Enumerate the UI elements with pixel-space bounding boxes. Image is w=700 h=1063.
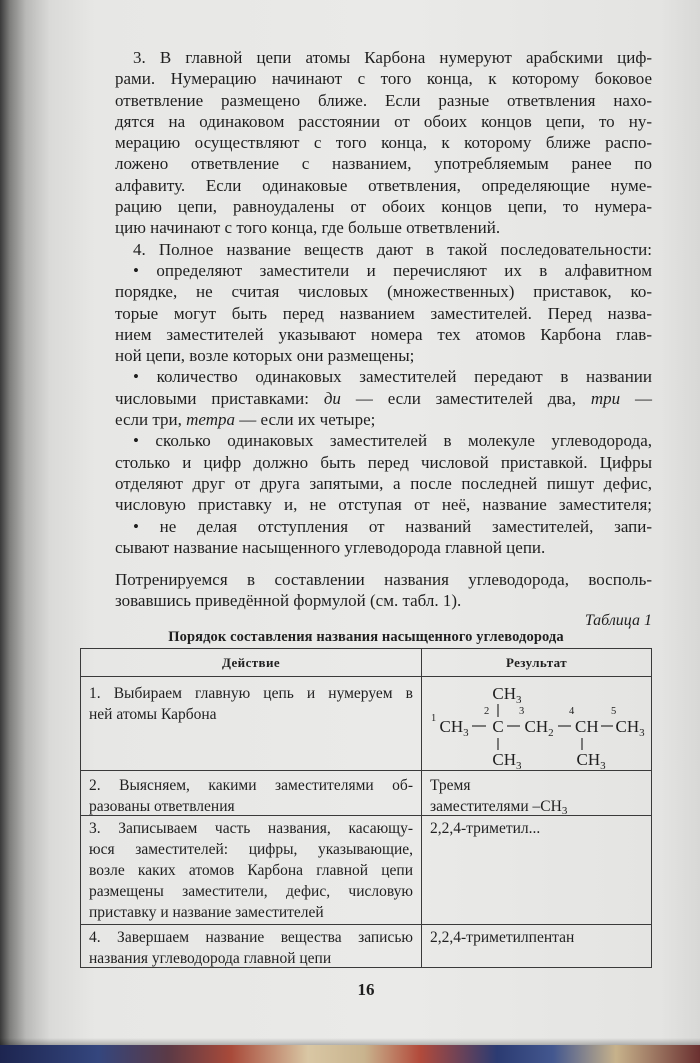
cell-line: 2. Выясняем, какими заместителями об- [89,777,413,794]
cell-line: юся заместителей: цифры, указывающие, [89,841,413,858]
row-4-action [81,925,422,968]
practice-paragraph [115,569,652,612]
row-3-action [81,816,422,925]
cell-line: названия углеводорода главной цепи [89,950,332,967]
text-line: ложено ответвление с названием, употребляемым ранее по [115,154,652,174]
text-line: нием заместителей указывают номера тех атомов Карбона глав- [115,324,652,344]
bullet-line: • не делая отступления от названий заместителей, запи- [133,516,652,536]
chain-atom-1 [440,717,470,739]
text-line: рами. Нумерацию начинают с того конца, к которому боковое [115,69,652,89]
cell-line: 4. Завершаем название вещества записью [89,929,413,946]
cell-line: 2,2,4-триметилпентан [430,929,575,946]
text-line: 4. Полное название веществ дают в такой последовательности: [133,239,652,259]
row-4-result [422,925,652,968]
chain-atom-4 [575,717,599,736]
atom-label: CH [575,717,599,736]
cell-line: размещены заместители, дефис, числовую [89,883,413,900]
text-line: дятся на одинаковом расстоянии от обоих концов цепи, то ну- [115,111,652,131]
atom-label: CH [492,684,517,703]
text-segment: — [620,388,653,408]
row-2-result [422,771,652,816]
chain-atom-3 [525,717,554,739]
text-line: отделяют друг от друга запятыми, а после последней пишут дефис, [115,473,652,493]
locant-4: 4 [569,706,575,717]
subscript: 3 [561,805,568,816]
cell-line [430,796,643,816]
text-line [115,409,652,430]
bullet-line: • сколько одинаковых заместителей в молекуле углеводорода, [133,431,652,451]
atom-label: CH [576,750,601,769]
header-result: Результат [422,649,652,677]
row-1-result [422,677,652,771]
italic-prefix-tri: три [590,388,621,408]
table-title: Порядок составления названия насыщенного углеводорода [168,629,564,645]
atom-label: CH [492,750,517,769]
chain-atom-5 [616,717,646,739]
atom-subscript: 3 [639,727,645,739]
body-text [115,47,652,558]
cell-line: ней атомы Карбона [89,706,217,723]
text-line: алфавиту. Если одинаковые ответвления, определяющие нуме- [115,175,652,195]
structural-formula [422,677,652,771]
text-line: ной цепи, возле которых они размещены; [115,346,415,366]
text-segment: заместителями –CH [430,798,562,815]
chain-atom-2 [492,717,503,736]
cell-line: 3. Записываем часть названия, касающу- [89,820,413,837]
locant-2: 2 [484,706,490,717]
row-3-result [422,816,652,925]
naming-table [80,648,652,968]
locant-5: 5 [611,706,617,717]
text-line: числовую приставку и, не отступая от неё, название заместителя; [115,495,652,515]
locant-1: 1 [431,713,437,724]
italic-prefix-di: ди [323,388,341,408]
cell-line: приставку и название заместителей [89,904,324,921]
atom-label: CH [524,717,549,736]
text-segment: числовыми приставками: [115,388,324,408]
text-line: рацию цепи, равноудалены от обоих концов цепи, то нумера- [115,197,652,217]
substituent-bottom-2 [577,750,607,771]
text-line: мерацию осуществляют с того конца, к которому ближе распо- [115,133,652,153]
cell-line: 1. Выбираем главную цепь и нумеруем в [89,685,413,702]
atom-subscript: 2 [548,727,554,739]
bullet-line: • количество одинаковых заместителей передают в названии [133,367,652,387]
cell-line: Тремя [430,777,471,794]
atom-label: C [492,717,504,736]
text-line: порядке, не считая числовых (множественных) приставок, ко- [115,282,652,302]
table-label: Таблица 1 [584,612,652,629]
cell-line: 2,2,4-триметил... [430,820,541,837]
bullet-line: • определяют заместители и перечисляют их в алфавитном [133,260,652,280]
text-line: сывают название насыщенного углеводорода главной цепи. [115,537,546,557]
cell-line: возле каких атомов Карбона главной цепи [89,862,413,879]
text-segment: — если их четыре; [234,410,376,430]
text-line: торые могут быть перед названием заместителей. Перед назва- [115,303,652,323]
row-1-action [81,677,422,771]
atom-subscript: 3 [516,694,522,706]
substituent-bottom-1 [492,750,522,771]
book-cover-edge [0,1045,700,1063]
atom-subscript: 3 [516,760,522,771]
cell-line: разованы ответвления [89,798,235,815]
header-action: Действие [81,649,422,677]
page-number: 16 [357,980,375,999]
text-line: ответвление размещено ближе. Если разные ответвления нахо- [115,90,652,110]
text-segment: если три, [115,410,187,430]
row-2-action [81,771,422,816]
italic-prefix-tetra: тетра [186,410,235,430]
text-line: 3. В главной цепи атомы Карбона нумеруют арабскими циф- [133,48,652,67]
page-edge-shadow [0,1038,700,1045]
text-line [115,388,652,409]
atom-label: CH [615,717,640,736]
text-line: Потренируемся в составлении названия углеводорода, восполь- [115,570,652,589]
text-line: цию начинают с того конца, где больше ответвлений. [115,218,501,238]
text-segment: — если заместителей два, [340,388,591,408]
atom-subscript: 3 [600,760,606,771]
substituent-top [492,684,522,706]
atom-subscript: 3 [463,727,469,739]
atom-label: CH [439,717,464,736]
locant-3: 3 [519,706,525,717]
text-line: зовавшись приведённой формулой (см. табл. 1). [115,591,462,611]
text-line: столько и цифр должно быть перед числовой приставкой. Цифры [115,452,652,472]
